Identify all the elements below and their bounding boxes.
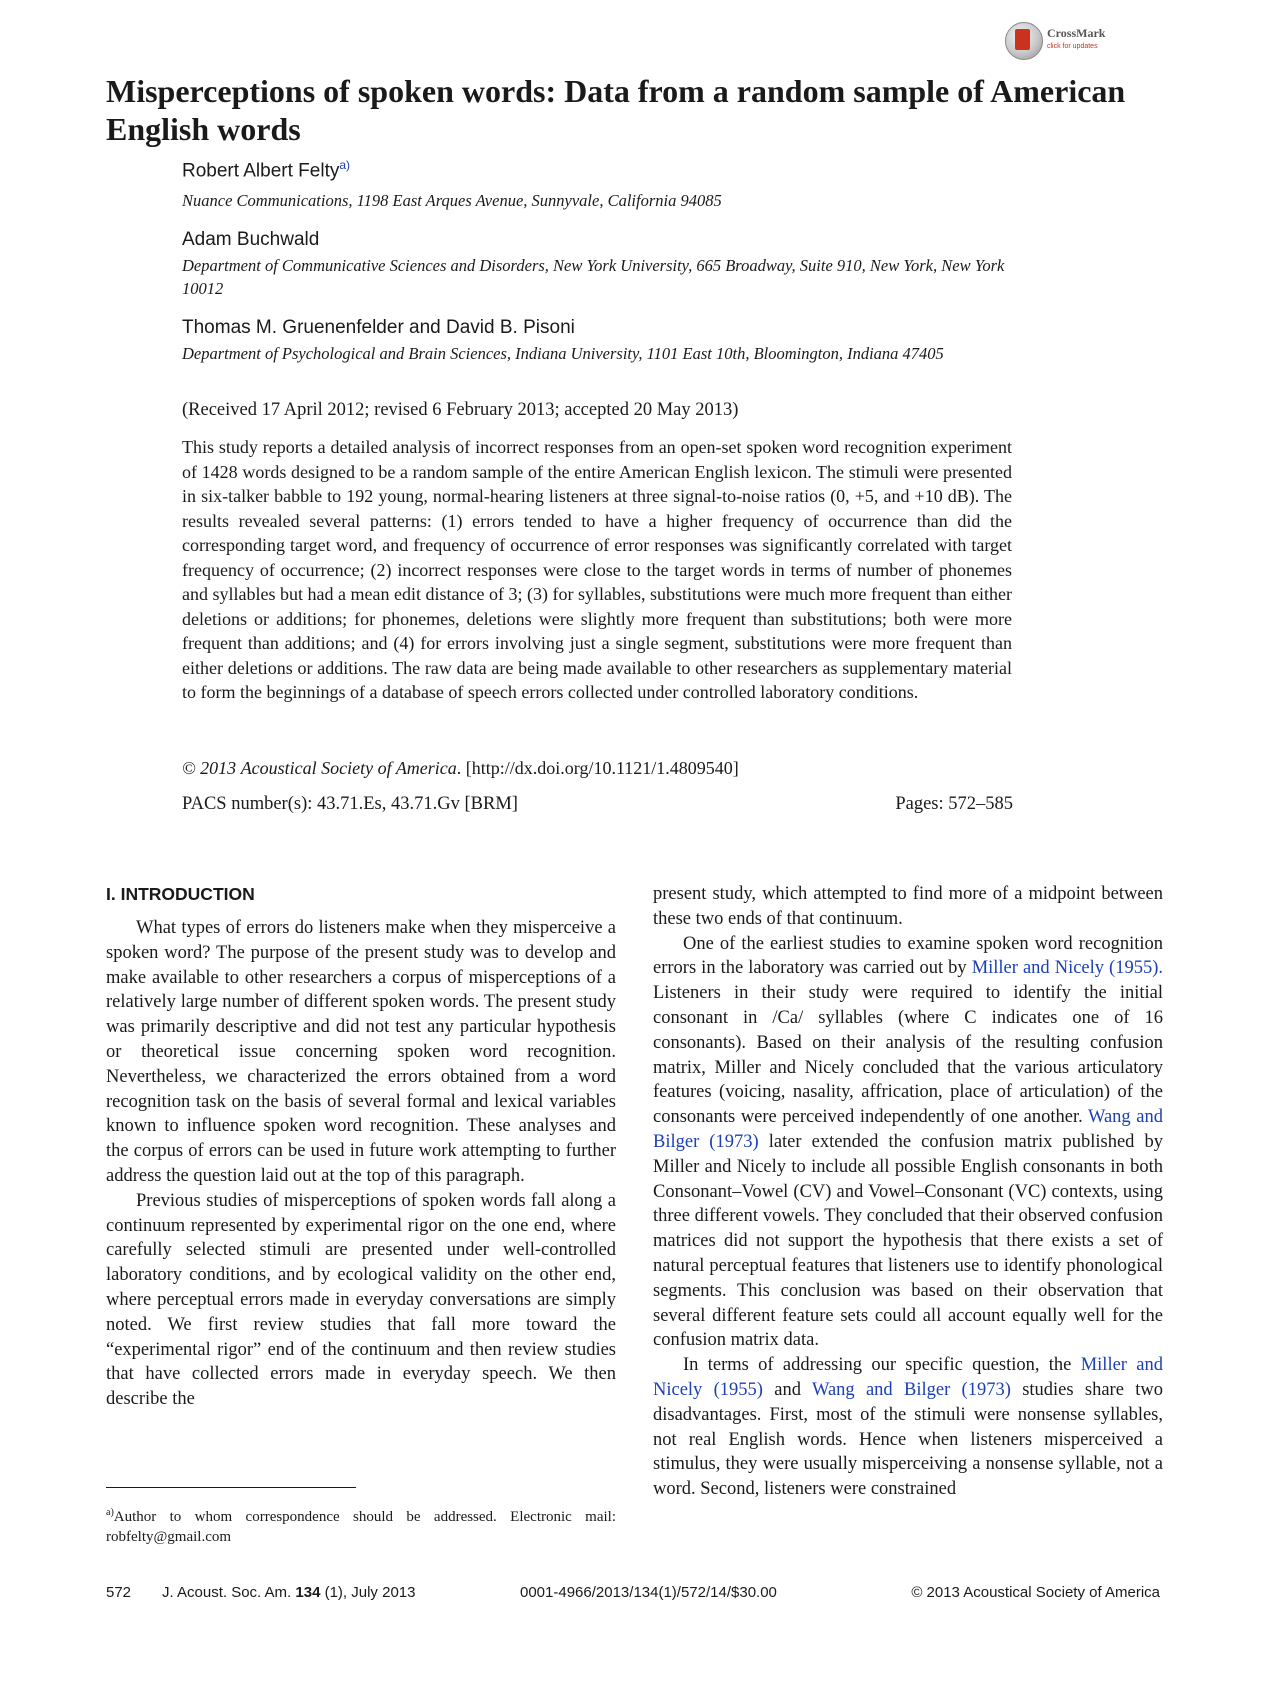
abstract: This study reports a detailed analysis of incorrect responses from an open-set spoken word recognition experiment of 1428 words designed to be a random sample of the entire American English lexicon. The stimuli were presented in six-talker babble to 192 young, normal-hearing listeners at three signal-to-noise ratios (0, +5, and +10 dB). The results revealed several patterns: (1) errors tended to have a higher frequency of occurrence than did the corresponding target word, and frequency of occurrence of error responses was significantly correlated with target frequency of occurrence; (2) incorrect responses were close to the target words in terms of number of phonemes and syllables but had a mean edit distance of 3; (3) for syllables, substitutions were much more frequent than either deletions or additions; for phonemes, deletions were slightly more frequent than substitutions; both were more frequent than additions; and (4) for errors involving just a single segment, substitutions were more frequent than either deletions or additions. The raw data are being made available to other researchers as supplementary material to form the beginnings of a database of speech errors collected under controlled laboratory conditions. (182, 437, 1012, 702)
paragraph-text: One of the earliest studies to examine spoken word recognition errors in the laboratory was carried out by (653, 933, 1163, 979)
author-name: Robert Albert Felty (182, 160, 340, 182)
abstract-copyright (182, 758, 739, 779)
paragraph-text: studies share two disadvantages. First, most of the stimuli were nonsense syllables, not real English words. Hence when listeners misperceived a stimulus, they were usually misperceiving a nonsense syllable, not a word. Second, listeners were constrained (653, 1379, 1163, 1500)
footer-copyright: © 2013 Acoustical Society of America (911, 1584, 1160, 1601)
left-column (106, 916, 616, 1412)
copyright-symbol-year: © 2013 (182, 758, 237, 778)
doi-link[interactable]: . [http://dx.doi.org/10.1121/1.4809540] (456, 758, 739, 778)
crossmark-label: CrossMark (1047, 26, 1106, 40)
paragraph-text: Listeners in their study were required to identify the initial consonant in /Ca/ syllables (where C indicates one of 16 consonants). Based on their analysis of the resulting confusion matrix, Miller and Nicely concluded that the various articulatory features (voicing, nasality, affrication, place of articulation) of the consonants were perceived independently of one another. (653, 983, 1163, 1128)
affiliation-3: Department of Psychological and Brain Sciences, Indiana University, 1101 East 10th, Bloomington, Indiana 47405 (182, 344, 944, 363)
paragraph: Previous studies of misperceptions of spoken words fall along a continuum represented by experimental rigor on the one end, where carefully selected stimuli are presented under well-controlled laboratory conditions, and by ecological validity on the other end, where perceptual errors made in everyday conversations are simply noted. We first review studies that fall more toward the “experimental rigor” end of the continuum and then review studies that have collected errors made in everyday speech. We then describe the (106, 1190, 616, 1410)
author-name: Thomas M. Gruenenfelder and David B. Pisoni (182, 317, 575, 338)
author-footnote-mark[interactable]: a) (339, 158, 351, 172)
citation-link[interactable]: Miller and Nicely (1955) (653, 1355, 1163, 1400)
footnote-text: Author to whom correspondence should be addressed. Electronic mail: robfelty@gmail.com (106, 1509, 616, 1545)
paragraph (653, 932, 1163, 1354)
author-2 (182, 229, 319, 251)
pacs-numbers: PACS number(s): 43.71.Es, 43.71.Gv [BRM] (182, 794, 518, 814)
footer-page-number: 572 (106, 1584, 132, 1601)
right-column (653, 882, 1163, 1502)
footnote-mark: a) (106, 1507, 114, 1518)
author-1 (182, 158, 350, 182)
footer-issue-date: (1), July 2013 (320, 1584, 416, 1601)
paragraph-text: later extended the confusion matrix published by Miller and Nicely to include all possible English consonants in both Consonant–Vowel (CV) and Vowel–Consonant (VC) contexts, using three different vowels. They concluded that their observed confusion matrices did not support the hypothesis that there exists a set of natural perceptual features that listeners use to identify phonological segments. This conclusion was based on their observation that several different feature sets could all account equally well for the confusion matrix data. (653, 1131, 1163, 1351)
citation-link[interactable]: Miller and Nicely (1955). (971, 958, 1163, 979)
affiliation-1: Nuance Communications, 1198 East Arques Avenue, Sunnyvale, California 94085 (182, 191, 722, 210)
citation-link[interactable]: Wang and Bilger (1973) (811, 1379, 1011, 1400)
paragraph: What types of errors do listeners make when they misperceive a spoken word? The purpose of the present study was to develop and make available to other researchers a corpus of misperceptions of a relatively large number of different spoken words. The present study was primarily descriptive and did not test any particular hypothesis or theoretical issue concerning spoken word recognition. Nevertheless, we characterized the errors obtained from a word recognition task on the basis of several formal and lexical variables known to influence spoken word recognition. These analyses and the corpus of errors can be used in future work attempting to further address the question laid out at the top of this paragraph. (106, 918, 616, 1186)
copyright-society: Acoustical Society of America (240, 758, 457, 778)
page-range: Pages: 572–585 (895, 794, 1013, 814)
author-3 (182, 317, 575, 339)
crossmark-bookmark-icon (1015, 29, 1030, 50)
crossmark-logo[interactable] (1005, 22, 1115, 60)
crossmark-sublabel: click for updates (1047, 43, 1098, 50)
citation-link[interactable]: Wang and Bilger (1973) (653, 1107, 1163, 1152)
paragraph-text: In terms of addressing our specific question, the (683, 1355, 1081, 1376)
author-name: Adam Buchwald (182, 229, 320, 250)
paper-title: Misperceptions of spoken words: Data from a random sample of American English words (106, 73, 1126, 147)
received-dates: (Received 17 April 2012; revised 6 February 2013; accepted 20 May 2013) (182, 400, 739, 420)
footer-issn: 0001-4966/2013/134(1)/572/14/$30.00 (520, 1584, 777, 1601)
paragraph-text: and (762, 1379, 812, 1400)
paragraph: present study, which attempted to find more of a midpoint between these two ends of that continuum. (653, 884, 1163, 929)
footer-journal-name: J. Acoust. Soc. Am. (162, 1584, 296, 1601)
section-heading: I. INTRODUCTION (106, 884, 255, 904)
affiliation-2: Department of Communicative Sciences and Disorders, New York University, 665 Broadway, Suite 910, New York, New York 10012 (182, 256, 1005, 298)
footer-journal (162, 1584, 415, 1601)
footnote (106, 1503, 616, 1547)
paragraph (653, 1353, 1163, 1502)
footer-volume: 134 (295, 1584, 321, 1601)
footnote-divider (106, 1487, 356, 1488)
